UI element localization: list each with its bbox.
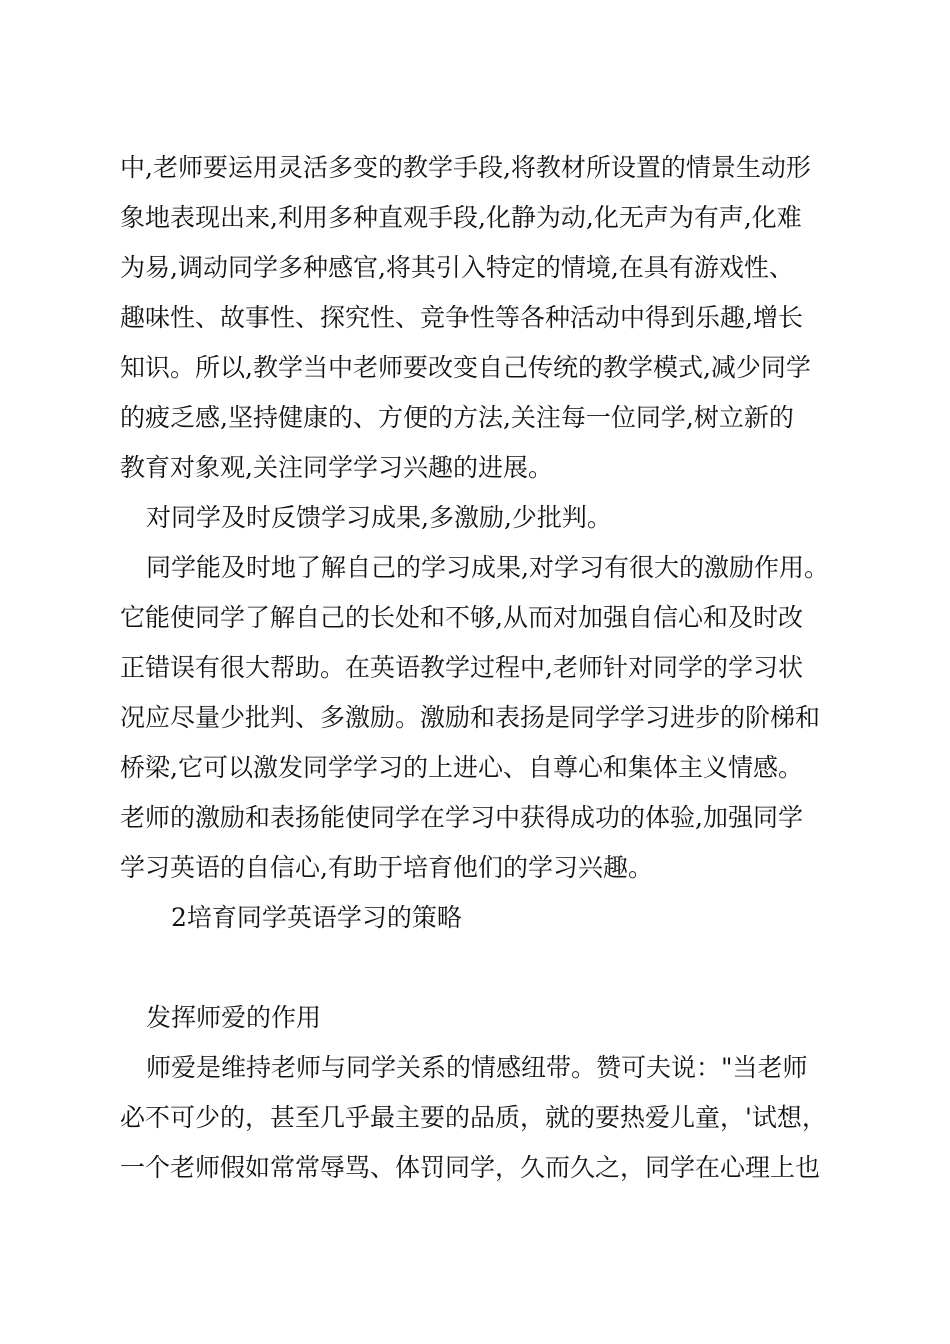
- paragraph-line: 学习英语的自信心,有助于培育他们的学习兴趣。: [120, 853, 653, 882]
- paragraph-line: 中,老师要运用灵活多变的教学手段,将教材所设置的情景生动形: [120, 153, 811, 182]
- paragraph-line: 一个老师假如常常辱骂、体罚同学，久而久之，同学在心理上也: [120, 1153, 821, 1182]
- paragraph-line: 象地表现出来,利用多种直观手段,化静为动,化无声为有声,化难: [120, 203, 802, 232]
- paragraph-line: 正错误有很大帮助。在英语教学过程中,老师针对同学的学习状: [120, 653, 803, 682]
- paragraph-line: 同学能及时地了解自己的学习成果,对学习有很大的激励作用。: [146, 553, 829, 582]
- paragraph-line: 老师的激励和表扬能使同学在学习中获得成功的体验,加强同学: [120, 803, 803, 832]
- paragraph-line: 教育对象观,关注同学学习兴趣的进展。: [120, 453, 553, 482]
- paragraph-line: 师爱是维持老师与同学关系的情感纽带。赞可夫说："当老师: [146, 1053, 808, 1082]
- paragraph-line: 况应尽量少批判、多激励。激励和表扬是同学学习进步的阶梯和: [120, 703, 821, 732]
- paragraph-line: 趣味性、故事性、探究性、竞争性等各种活动中得到乐趣,增长: [120, 303, 803, 332]
- subheading: 对同学及时反馈学习成果,多激励,少批判。: [146, 503, 612, 532]
- paragraph-line: 桥梁,它可以激发同学学习的上进心、自尊心和集体主义情感。: [120, 753, 803, 782]
- paragraph-line: 必不可少的，甚至几乎最主要的品质，就的要热爱儿童，'试想，: [120, 1103, 827, 1132]
- section-title: 2培育同学英语学习的策略: [171, 903, 462, 932]
- subheading: 发挥师爱的作用: [146, 1003, 322, 1032]
- paragraph-line: 知识。所以,教学当中老师要改变自己传统的教学模式,减少同学: [120, 353, 811, 382]
- paragraph-line: 的疲乏感,坚持健康的、方便的方法,关注每一位同学,树立新的: [120, 403, 794, 432]
- paragraph-line: 为易,调动同学多种感官,将其引入特定的情境,在具有游戏性、: [120, 253, 794, 282]
- paragraph-line: 它能使同学了解自己的长处和不够,从而对加强自信心和及时改: [120, 603, 803, 632]
